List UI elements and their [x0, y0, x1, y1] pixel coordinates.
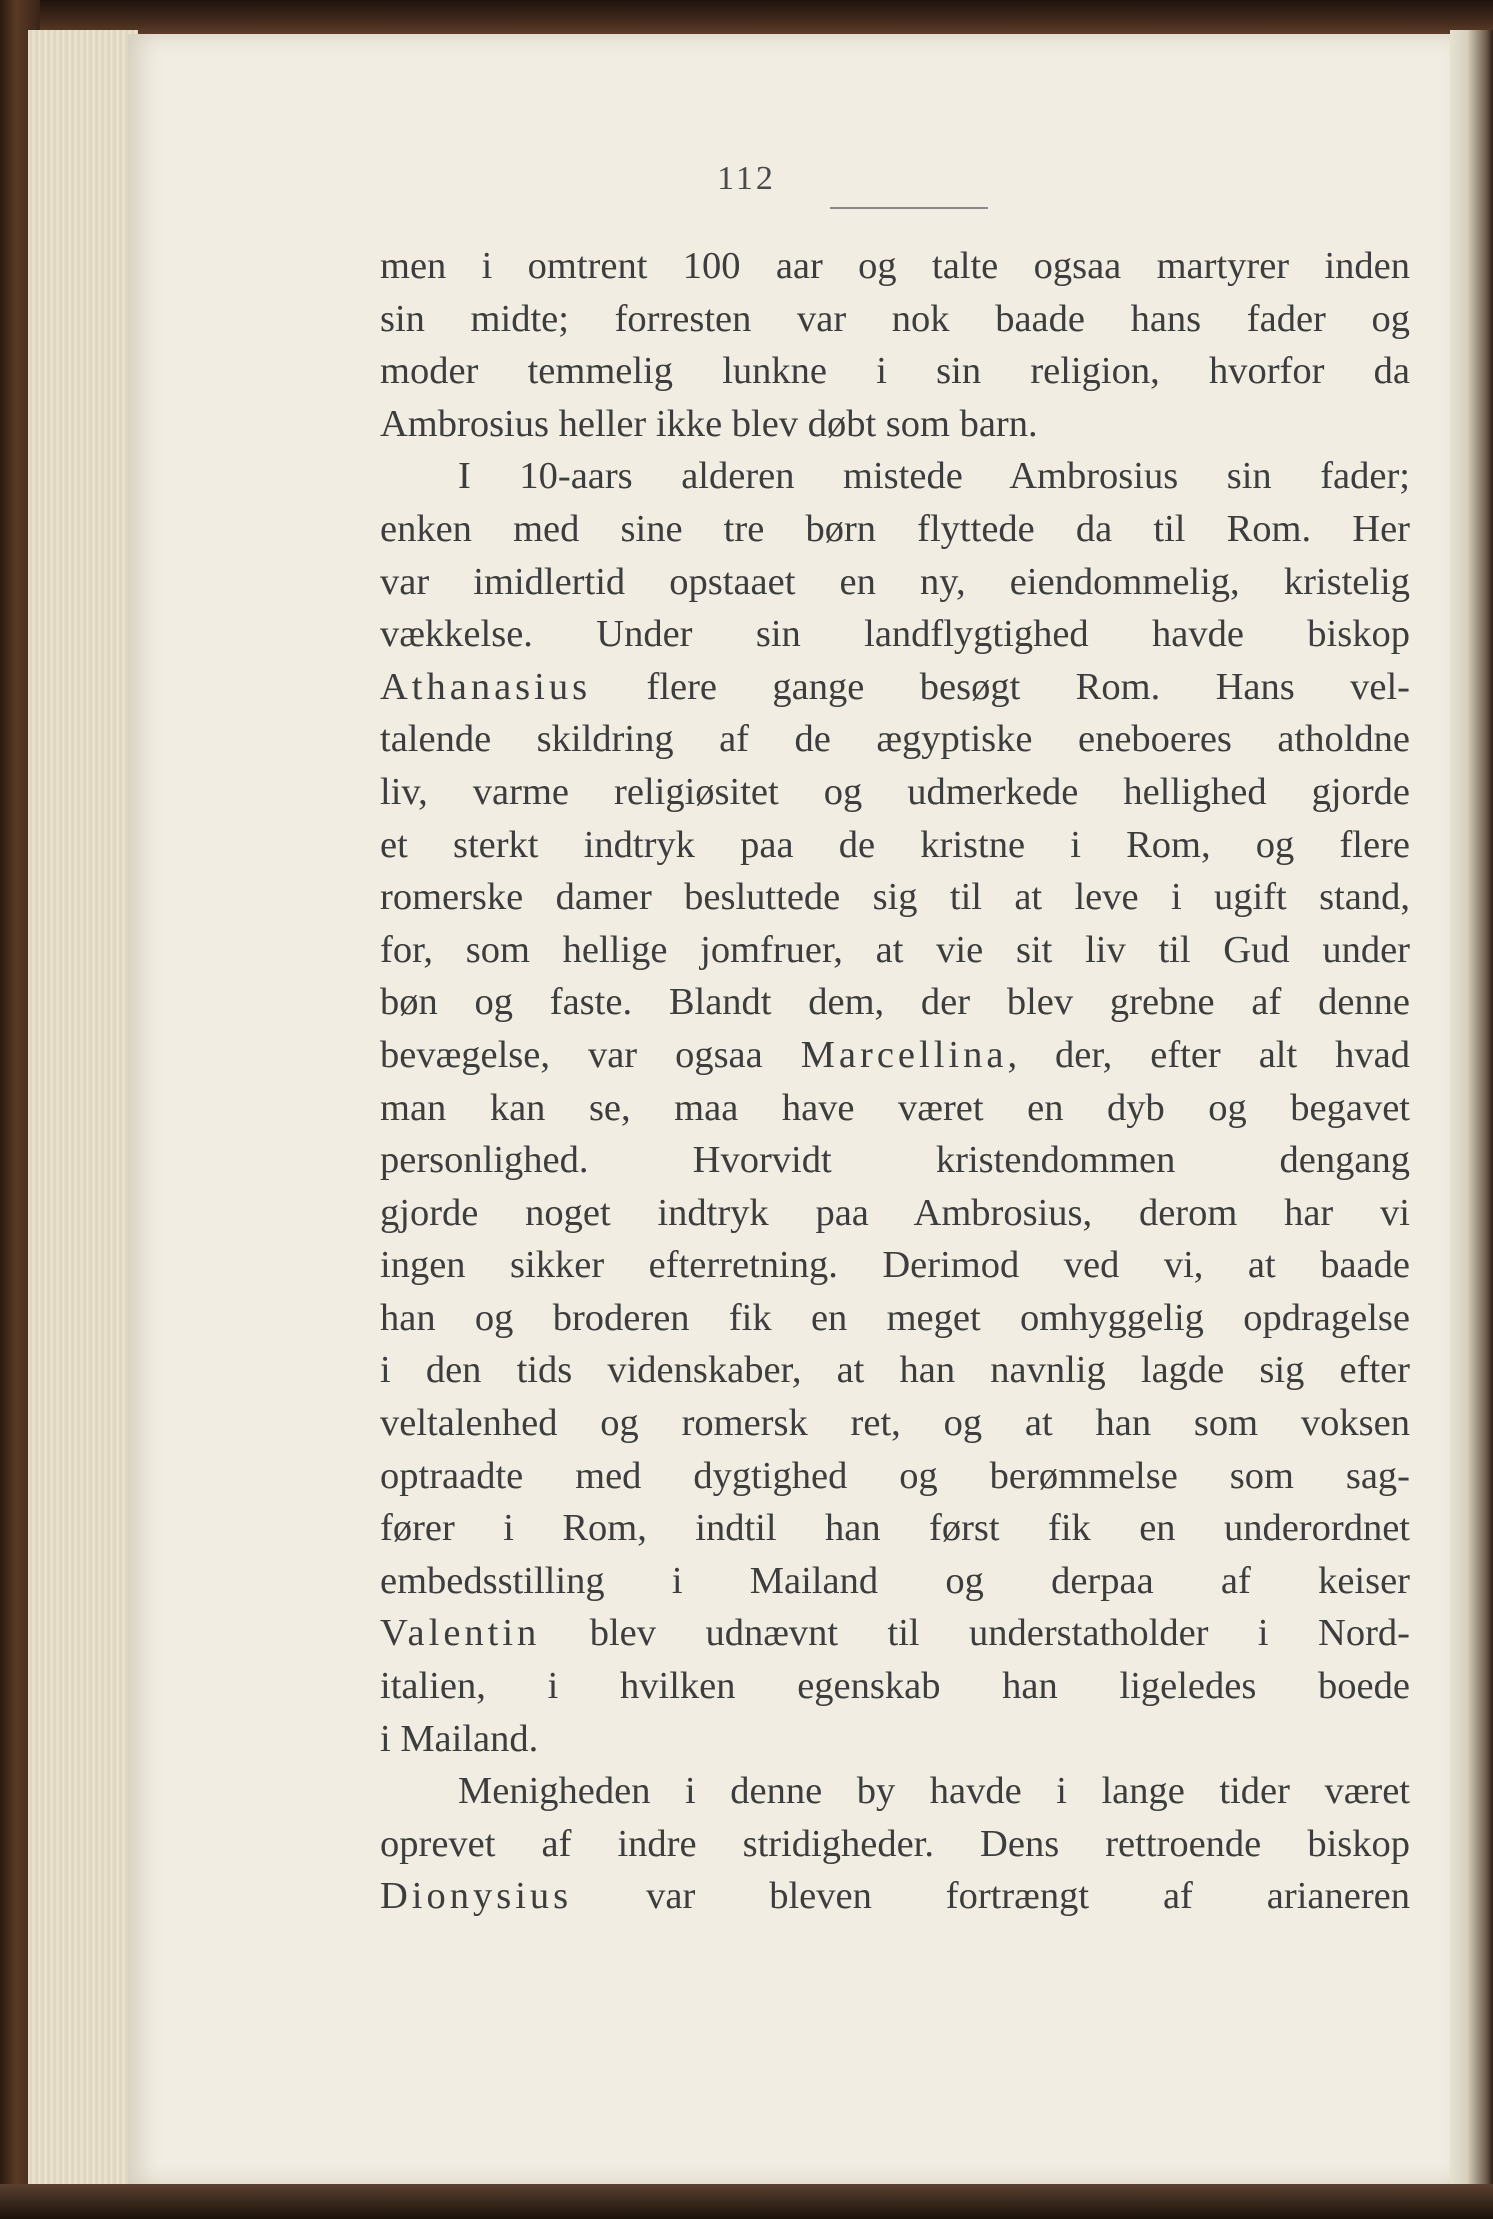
- text-line: [380, 1607, 1410, 1660]
- spaced-name: Athanasius: [380, 665, 592, 708]
- page-number-rule: [830, 207, 988, 209]
- text-line: man kan se, maa have været en dyb og begavet: [380, 1086, 1410, 1129]
- text-line: var imidlertid opstaaet en ny, eiendommelig, kristelig: [380, 560, 1410, 603]
- text-line: I 10-aars alderen mistede Ambrosius sin fader;: [458, 455, 1410, 498]
- text-line: vækkelse. Under sin landflygtighed havde biskop: [380, 613, 1410, 656]
- text-line: bøn og faste. Blandt dem, der blev grebne af denne: [380, 981, 1410, 1024]
- page-stack: [28, 30, 138, 2190]
- text-line: men i omtrent 100 aar og talte ogsaa martyrer inden: [380, 245, 1410, 287]
- text-line: han og broderen fik en meget omhyggelig opdragelse: [380, 1296, 1410, 1339]
- text-line: veltalenhed og romersk ret, og at han som voksen: [380, 1402, 1410, 1445]
- text-line: for, som hellige jomfruer, at vie sit liv til Gud under: [380, 928, 1410, 971]
- text-line: personlighed. Hvorvidt kristendommen dengang: [380, 1139, 1410, 1182]
- text-line: optraadte med dygtighed og berømmelse som sag-: [380, 1454, 1410, 1497]
- spaced-name: Marcellina: [800, 1033, 1008, 1076]
- body-text: [380, 240, 1410, 1923]
- text-line: embedsstilling i Mailand og derpaa af keiser: [380, 1559, 1410, 1602]
- text-line: enken med sine tre børn flyttede da til Rom. Her: [380, 507, 1410, 550]
- text-line: moder temmelig lunkne i sin religion, hvorfor da: [380, 350, 1410, 393]
- spaced-name: Dionysius: [380, 1875, 573, 1918]
- text-line: romerske damer besluttede sig til at leve i ugift stand,: [380, 876, 1410, 919]
- text-line: talende skildring af de ægyptiske eneboeres atholdne: [380, 718, 1410, 761]
- text-line: Ambrosius heller ikke blev døbt som barn.: [380, 402, 1038, 445]
- text-line: i Mailand.: [380, 1717, 539, 1760]
- text-line: sin midte; forresten var nok baade hans fader og: [380, 297, 1410, 340]
- text-line: i den tids videnskaber, at han navnlig lagde sig efter: [380, 1349, 1410, 1392]
- text-line: italien, i hvilken egenskab han ligeledes boede: [380, 1665, 1410, 1708]
- text-line: fører i Rom, indtil han først fik en underordnet: [380, 1507, 1410, 1550]
- book-edge-bottom: [0, 2184, 1493, 2219]
- text-line: [380, 661, 1410, 714]
- text-line: ingen sikker efterretning. Derimod ved vi, at baade: [380, 1244, 1410, 1287]
- text-line: oprevet af indre stridigheder. Dens rettroende biskop: [380, 1822, 1410, 1865]
- text-line: Menigheden i denne by havde i lange tider været: [458, 1770, 1410, 1813]
- text-line: [380, 1870, 1410, 1923]
- book-edge-right: [1450, 30, 1493, 2190]
- text-line: [380, 1029, 1410, 1082]
- text-segment: flere gange besøgt Rom. Hans vel-: [591, 665, 1410, 708]
- text-segment: bevægelse, var ogsaa: [380, 1033, 801, 1076]
- text-segment: , der, efter alt hvad: [1007, 1033, 1410, 1076]
- text-line: et sterkt indtryk paa de kristne i Rom, og flere: [380, 823, 1410, 866]
- text-line: gjorde noget indtryk paa Ambrosius, derom har vi: [380, 1191, 1410, 1234]
- text-segment: var bleven fortrængt af arianeren: [572, 1875, 1410, 1918]
- text-segment: blev udnævnt til understatholder i Nord-: [540, 1612, 1410, 1655]
- page-number: 112: [717, 160, 776, 197]
- text-line: liv, varme religiøsitet og udmerkede hellighed gjorde: [380, 770, 1410, 813]
- spaced-name: Valentin: [380, 1612, 541, 1655]
